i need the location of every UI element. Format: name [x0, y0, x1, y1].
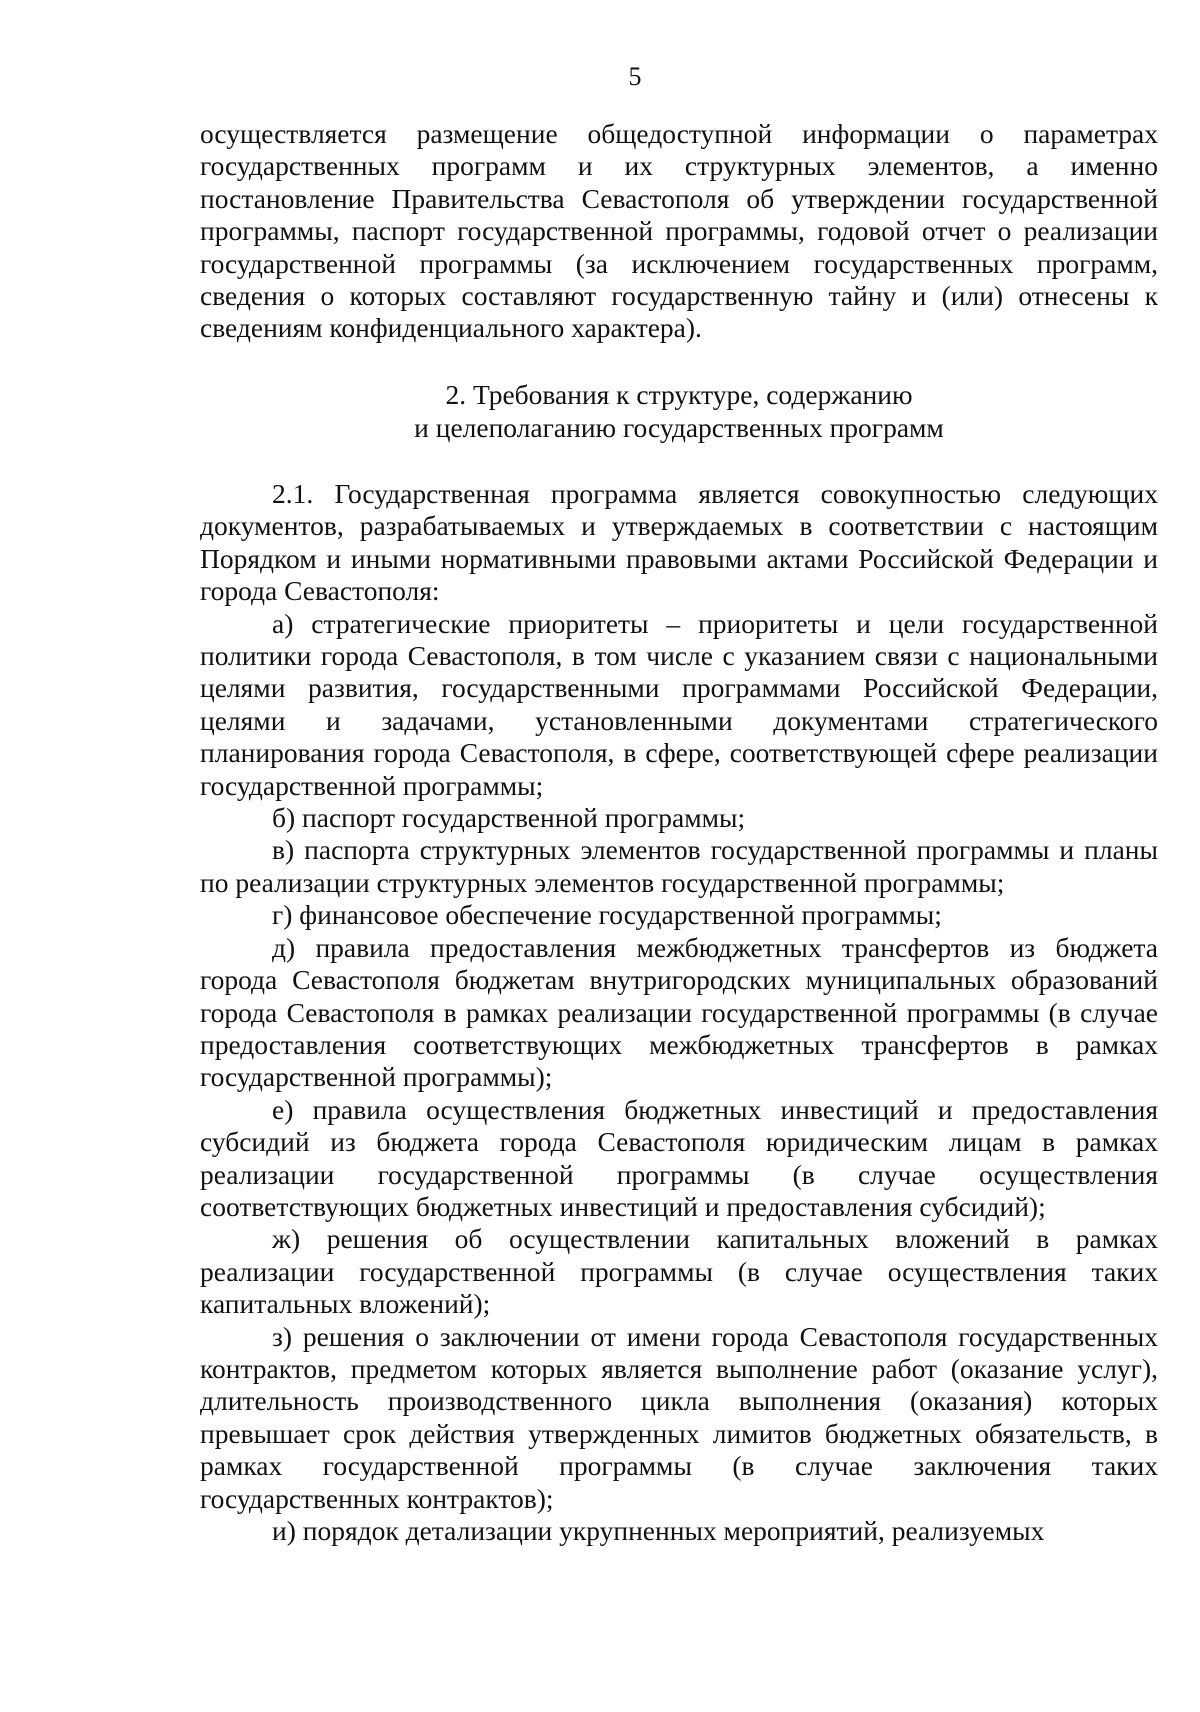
list-item-v: в) паспорта структурных элементов государственной программы и планы по реализации структурных элементов государственной программы;: [200, 834, 1158, 898]
list-item-zh: ж) решения об осуществлении капитальных вложений в рамках реализации государственной программы (в случае осуществления таких капитальных вложений);: [200, 1223, 1158, 1320]
paragraph-2-1: 2.1. Государственная программа является совокупностью следующих документов, разрабатываемых и утверждаемых в соответствии с настоящим Порядком и иными нормативными правовыми актами Российской Федерации и города Севастополя:: [200, 478, 1158, 607]
list-item-d: д) правила предоставления межбюджетных трансфертов из бюджета города Севастополя бюджетам внутригородских муниципальных образований города Севастополя в рамках реализации государственной программы (в случае предоставления соответствующих межбюджетных трансфертов в рамках государственной программы);: [200, 931, 1158, 1093]
section-heading-line-1: 2. Требования к структуре, содержанию: [445, 379, 913, 410]
intro-paragraph: осуществляется размещение общедоступной информации о параметрах государственных программ и их структурных элементов, а именно постановление Правительства Севастополя об утверждении государственной программы, паспорт государственной программы, годовой отчет о реализации государственной программы (за исключением государственных программ, сведения о которых составляют государственную тайну и (или) отнесены к сведениям конфиденциального характера).: [200, 118, 1158, 344]
section-body: [200, 478, 1158, 1547]
list-item-e: е) правила осуществления бюджетных инвестиций и предоставления субсидий из бюджета города Севастополя юридическим лицам в рамках реализации государственной программы (в случае осуществления соответствующих бюджетных инвестиций и предоставления субсидий);: [200, 1093, 1158, 1222]
list-item-b: б) паспорт государственной программы;: [272, 802, 746, 834]
list-item-z: з) решения о заключении от имени города Севастополя государственных контрактов, предметом которых является выполнение работ (оказание услуг), длительность производственного цикла выполнения (оказания) которых превышает срок действия утвержденных лимитов бюджетных обязательств, в рамках государственной программы (в случае заключения таких государственных контрактов);: [200, 1320, 1158, 1514]
intro-paragraph-block: [200, 118, 1158, 345]
section-heading-line-2: и целеполаганию государственных программ: [414, 411, 944, 443]
section-heading: [200, 379, 1158, 444]
list-item-i: и) порядок детализации укрупненных мероприятий, реализуемых: [272, 1515, 1045, 1546]
page-number: 5: [628, 62, 642, 91]
list-item-g: г) финансовое обеспечение государственной программы;: [272, 899, 942, 931]
list-item-a: а) стратегические приоритеты – приоритеты и цели государственной политики города Севастополя, в том числе с указанием связи с национальными целями развития, государственными программами Российской Федерации, целями и задачами, установленными документами стратегического планирования города Севастополя, в сфере, соответствующей сфере реализации государственной программы;: [200, 607, 1158, 801]
